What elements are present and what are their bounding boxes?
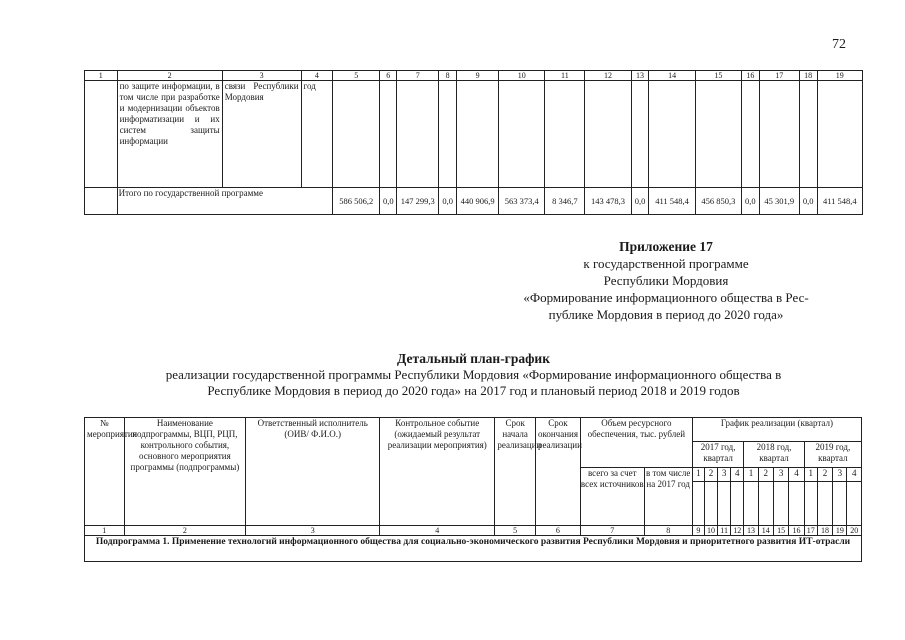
column-index: 5 [495,526,536,536]
column-index: 10 [499,71,545,81]
appendix-line: Республики Мордовия [603,273,729,288]
column-index: 2 [117,71,222,81]
cell-executor: связи Республики Мордовия [222,81,301,188]
quarter-label: 2 [758,468,773,482]
total-value: 411 548,4 [817,188,862,215]
column-index: 6 [535,526,580,536]
appendix-line: к государственной программе [583,256,749,271]
total-value: 0,0 [799,188,817,215]
column-index: 16 [789,526,804,536]
column-index: 5 [333,71,380,81]
year-header-2017: 2017 год, квартал [692,442,744,468]
cell-period: год [301,81,333,188]
cell-measure: по защите информации, в том числе при разработке и модернизации объектов информатизации и их систем защиты информации [117,81,222,188]
col-header-responsible: Ответственный исполнитель (ОИВ/ Ф.И.О.) [246,418,380,526]
column-index: 11 [545,71,585,81]
column-index: 1 [85,526,125,536]
column-index: 20 [847,526,862,536]
column-index: 8 [439,71,457,81]
column-index: 17 [804,526,817,536]
total-value: 411 548,4 [649,188,695,215]
plan-subtitle: Республике Мордовия в период до 2020 года» на 2017 год и плановый период 2018 и 2019 годов [207,383,740,398]
page-number: 72 [832,37,846,52]
total-value: 0,0 [741,188,759,215]
total-value: 147 299,3 [397,188,439,215]
total-value: 0,0 [439,188,457,215]
column-index: 19 [833,526,847,536]
total-row [85,188,863,215]
schedule-table [84,417,862,562]
budget-table [84,70,863,215]
quarter-label: 4 [847,468,862,482]
quarter-label: 2 [817,468,832,482]
column-index: 19 [817,71,862,81]
column-index: 11 [718,526,731,536]
total-value: 456 850,3 [695,188,741,215]
total-label: Итого по государственной программе [117,188,333,215]
column-index: 16 [741,71,759,81]
quarter-label: 2 [704,468,717,482]
column-index: 4 [301,71,333,81]
column-index: 7 [397,71,439,81]
total-value: 563 373,4 [499,188,545,215]
column-index: 9 [692,526,704,536]
column-index: 15 [773,526,788,536]
column-index: 18 [817,526,832,536]
column-index: 3 [246,526,380,536]
col-header-name: Наименование подпрограммы, ВЦП, РЦП, контрольного события, основного мероприятия программы (подпрограммы) [124,418,246,526]
column-index: 13 [631,71,649,81]
column-index: 9 [457,71,499,81]
appendix-title: Приложение 17 [619,239,713,254]
column-index: 15 [695,71,741,81]
subprogram-title: Подпрограмма 1. Применение технологий информационного общества для социально-экономического развития Республики Мордовия и приоритетного развития ИТ-отрасли [85,536,862,562]
col-header-2017: в том числе на 2017 год [644,468,692,526]
column-index: 13 [744,526,758,536]
column-index: 4 [380,526,495,536]
column-index: 12 [731,526,744,536]
column-index: 18 [799,71,817,81]
total-value: 0,0 [380,188,397,215]
column-index: 7 [580,526,644,536]
total-value: 586 506,2 [333,188,380,215]
quarter-label: 1 [804,468,817,482]
col-header-start: Срок начала реализации [495,418,536,526]
column-index: 10 [704,526,717,536]
col-header-number: № мероприятия [85,418,125,526]
quarter-label: 3 [833,468,847,482]
column-index: 14 [649,71,695,81]
col-header-end: Срок окончания реализации [535,418,580,526]
total-value: 8 346,7 [545,188,585,215]
appendix-block [470,238,862,323]
year-header-2018: 2018 год, квартал [744,442,804,468]
total-value: 440 906,9 [457,188,499,215]
column-index: 8 [644,526,692,536]
total-value: 45 301,9 [759,188,799,215]
col-header-volume: Объем ресурсного обеспечения, тыс. рублей [580,418,692,468]
index-row [85,526,862,536]
quarter-label: 1 [692,468,704,482]
plan-title: Детальный план-график [397,351,550,366]
quarter-label: 3 [718,468,731,482]
total-value: 0,0 [631,188,649,215]
column-index: 2 [124,526,246,536]
quarter-label: 4 [731,468,744,482]
year-header-2019: 2019 год, квартал [804,442,861,468]
quarter-label: 3 [773,468,788,482]
column-index: 14 [758,526,773,536]
table-header-row [85,71,863,81]
col-header-schedule: График реализации (квартал) [692,418,861,442]
column-index: 12 [585,71,631,81]
plan-heading [84,351,863,399]
col-header-total: всего за счет всех источников [580,468,644,526]
column-index: 3 [222,71,301,81]
column-index: 17 [759,71,799,81]
quarter-label: 4 [789,468,804,482]
column-index: 6 [380,71,397,81]
table-row [85,81,863,188]
col-header-event: Контрольное событие (ожидаемый результат реализации мероприятия) [380,418,495,526]
appendix-line: публике Мордовия в период до 2020 года» [548,307,784,322]
total-value: 143 478,3 [585,188,631,215]
plan-subtitle: реализации государственной программы Республики Мордовия «Формирование информационного общества в [165,367,782,382]
quarter-label: 1 [744,468,758,482]
appendix-line: «Формирование информационного общества в Рес- [523,290,809,305]
column-index: 1 [85,71,118,81]
